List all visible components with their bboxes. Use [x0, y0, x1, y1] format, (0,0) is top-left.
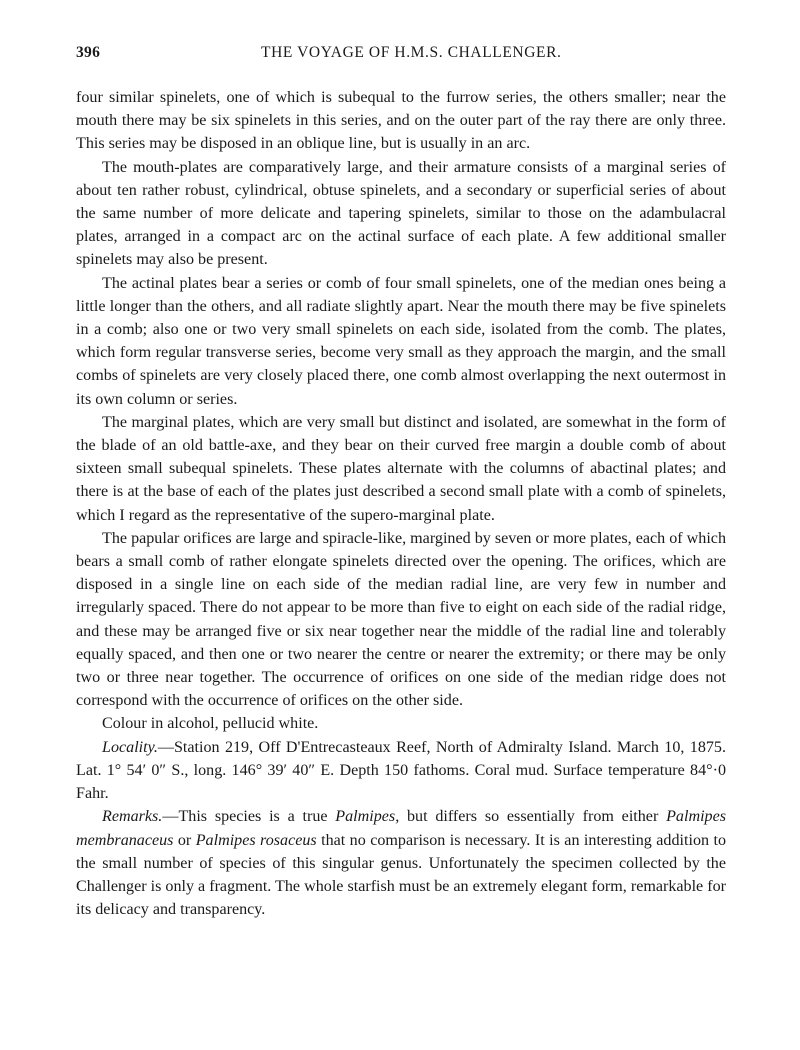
locality-text: —Station 219, Off D'Entrecasteaux Reef, North of Admiralty Island. March 10, 1875. Lat. 1° 54′ 0″ S., long. 146° 39′ 40″ E. Depth 150 fathoms. Coral mud. Surface temperature 84°·0 Fahr.	[76, 738, 726, 803]
paragraph-mouth-plates: The mouth-plates are comparatively large, and their armature consists of a marginal series of about ten rather robust, cylindrical, obtuse spinelets, and a secondary or superficial series of about the same number of more delicate and tapering spinelets, similar to those on the adambulacral plates, arranged in a compact arc on the actinal surface of each plate. A few additional smaller spinelets may also be present.	[76, 158, 726, 269]
species-name: Palmipes membranaceus	[76, 808, 726, 849]
page-number: 396	[76, 44, 101, 61]
species-name: Palmipes	[335, 808, 396, 826]
species-name: Palmipes rosaceus	[195, 831, 317, 849]
paragraph-locality	[76, 736, 726, 806]
remarks-text-d: that no comparison is necessary. It is an interesting addition to the small number of species of this singular genus. Unfortunately the specimen collected by the Challenger is only a fragment. The whole starfish must be an extremely elegant form, remarkable for its delicacy and transparency.	[76, 831, 726, 919]
running-title: THE VOYAGE OF H.M.S. CHALLENGER.	[261, 44, 562, 61]
paragraph-colour: Colour in alcohol, pellucid white.	[102, 715, 319, 733]
paragraph-remarks	[76, 805, 726, 921]
paragraph-continuation: four similar spinelets, one of which is subequal to the furrow series, the others smaller; near the mouth there may be six spinelets in this series, and on the outer part of the ray there are only three. This series may be disposed in an oblique line, but is usually in an arc.	[76, 89, 726, 153]
remarks-text-b: , but differs so essentially from either	[395, 808, 667, 826]
remarks-text-a: —This species is a true	[162, 808, 336, 826]
paragraph-marginal-plates: The marginal plates, which are very small but distinct and isolated, are somewhat in the form of the blade of an old battle-axe, and they bear on their curved free margin a double comb of about sixteen small subequal spinelets. These plates alternate with the columns of abactinal plates; and there is at the base of each of the plates just described a second small plate with a comb of spinelets, which I regard as the representative of the supero-marginal plate.	[76, 413, 726, 524]
remarks-text-c: or	[173, 831, 196, 849]
locality-label: Locality.	[102, 738, 158, 756]
paragraph-actinal-plates: The actinal plates bear a series or comb of four small spinelets, one of the median ones being a little longer than the others, and all radiate slightly apart. Near the mouth there may be five spinelets in a comb; also one or two very small spinelets on each side, isolated from the comb. The plates, which form regular transverse series, become very small as they approach the margin, and the small combs of spinelets are very closely placed there, one comb almost overlapping the next outermost in its own column or series.	[76, 274, 726, 408]
body-text	[76, 86, 726, 921]
book-page	[76, 44, 726, 921]
paragraph-papular-orifices: The papular orifices are large and spiracle-like, margined by seven or more plates, each of which bears a small comb of rather elongate spinelets directed over the opening. The orifices, which are disposed in a single line on each side of the median radial line, are very few in number and irregularly spaced. There do not appear to be more than five to eight on each side of the radial ridge, and these may be arranged five or six near together near the middle of the radial line and tolerably equally spaced, and then one or two nearer the centre or nearer the extremity; or there may be only two or three near together. The occurrence of orifices on one side of the median ridge does not correspond with the occurrence of orifices on the other side.	[76, 529, 726, 710]
page-header	[76, 44, 726, 68]
remarks-label: Remarks.	[102, 808, 163, 826]
